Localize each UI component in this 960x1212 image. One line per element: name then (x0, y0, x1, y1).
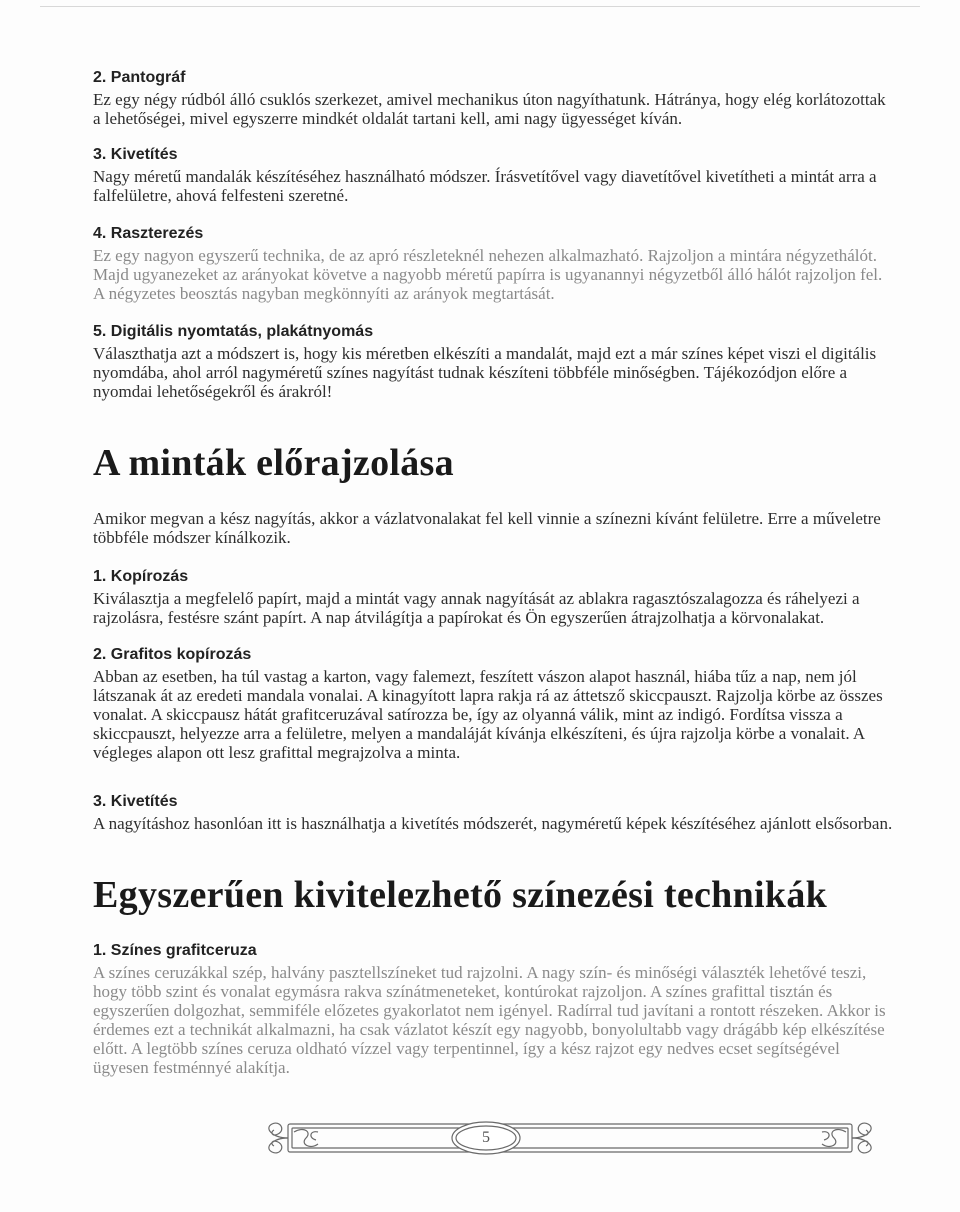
section-heading: 2. Grafitos kopírozás (93, 646, 252, 663)
section-heading: 5. Digitális nyomtatás, plakátnyomás (93, 323, 374, 340)
page-footer (258, 1118, 882, 1158)
section-kivetites-top (93, 145, 893, 205)
page-number: 5 (482, 1129, 490, 1146)
section-body: A színes ceruzákkal szép, halvány pasztellszíneket tud rajzolni. A nagy szín- és minőségi választék lehetővé teszi, hogy több szint és vonalat egymásra rakva színátmeneteket, kontúrokat rajzoljon. A színes grafittal tisztán és egyszerűen dolgozhat, semmiféle előzetes gyakorlatot nem igényel. Radírral tud javítani a rontott részeken. Akkor is érdemes ezt a technikát alkalmazni, ha csak vázlatot készít egy nagyobb, bonyolultabb vagy drágább kép elkészítése előtt. A legtöbb színes ceruza oldható vízzel vagy terpentinnel, így a kész rajzot egy nedves ecset segítségével ügyesen festménnyé alakítja. (93, 963, 886, 1077)
section-heading: 3. Kivetítés (93, 146, 178, 163)
section-digitalis (93, 322, 893, 401)
page-title-szinezesi-technikak: Egyszerűen kivitelezhető színezési technikák (93, 874, 828, 916)
page-title-minta-elorajzolasa: A minták előrajzolása (93, 442, 454, 484)
section-body: Ez egy négy rúdból álló csuklós szerkezet, amivel mechanikus úton nagyíthatunk. Hátránya, hogy elég korlátozottak a lehetőségei, mivel egyszerre mindkét oldalát tartani kell, ami nagy ügyességet kíván. (93, 90, 886, 128)
section-heading: 4. Raszterezés (93, 225, 204, 242)
page-content (93, 68, 893, 1077)
section-kivetites-mid (93, 792, 893, 833)
section-body: Kiválasztja a megfelelő papírt, majd a mintát vagy annak nagyítását az ablakra ragasztószalagozza és ráhelyezi a rajzolásra, festésre szánt papírt. A nap átvilágítja a papírokat és Ön egyszerűen átrajzolhatja a körvonalakat. (93, 589, 860, 627)
section-body: Nagy méretű mandalák készítéséhez használható módszer. Írásvetítővel vagy diavetítővel kivetítheti a mintát arra a falfelületre, ahová felfesteni szeretné. (93, 167, 877, 205)
section-body: A nagyításhoz hasonlóan itt is használhatja a kivetítés módszerét, nagyméretű képek készítéséhez ajánlott elsősorban. (93, 814, 893, 833)
top-divider (40, 6, 920, 7)
section-raszterezes (93, 224, 893, 303)
section-szines-grafitceruza (93, 941, 893, 1077)
section-body: Választhatja azt a módszert is, hogy kis méretben elkészíti a mandalát, majd ezt a már színes képet viszi el digitális nyomdába, ahol arról nagyméretű színes nagyítást tudnak készíteni többféle minőségben. Tájékozódjon előre a nyomdai lehetőségekről és árakról! (93, 344, 877, 401)
section-grafitos-kopirozas (93, 645, 893, 762)
section-heading: 3. Kivetítés (93, 793, 178, 810)
section-heading: 1. Kopírozás (93, 568, 189, 585)
section-kopirozas (93, 567, 893, 627)
section-body: Abban az esetben, ha túl vastag a karton, vagy falemezt, feszített vászon alapot használ, hiába tűz a nap, nem jól látszanak át az eredeti mandala vonalai. A kinagyított lapra rakja rá az áttetsző skiccpauszt. Rajzolja körbe az összes vonalat. A skiccpausz hátát grafitceruzával satírozza be, így az olyanná válik, mint az indigó. Fordítsa vissza a skiccpauszt, helyezze arra a felületre, melyen a mandaláját kívánja elkészíteni, és újra rajzolja körbe a vonalait. A végleges alapon ott lesz grafittal megrajzolva a minta. (93, 667, 883, 762)
intro-paragraph: Amikor megvan a kész nagyítás, akkor a vázlatvonalakat fel kell vinnie a színezni kívánt felületre. Erre a műveletre többféle módszer kínálkozik. (93, 509, 881, 547)
section-body: Ez egy nagyon egyszerű technika, de az apró részleteknél nehezen alkalmazható. Rajzoljon a mintára négyzethálót. Majd ugyanezeket az arányokat követve a nagyobb méretű papírra is ugyanannyi négyzetből álló hálót rajzoljon fel. A négyzetes beosztás nagyban megkönnyíti az arányok megtartását. (93, 246, 883, 303)
section-heading: 2. Pantográf (93, 69, 186, 86)
section-pantograf (93, 68, 893, 128)
section-heading: 1. Színes grafitceruza (93, 942, 257, 959)
